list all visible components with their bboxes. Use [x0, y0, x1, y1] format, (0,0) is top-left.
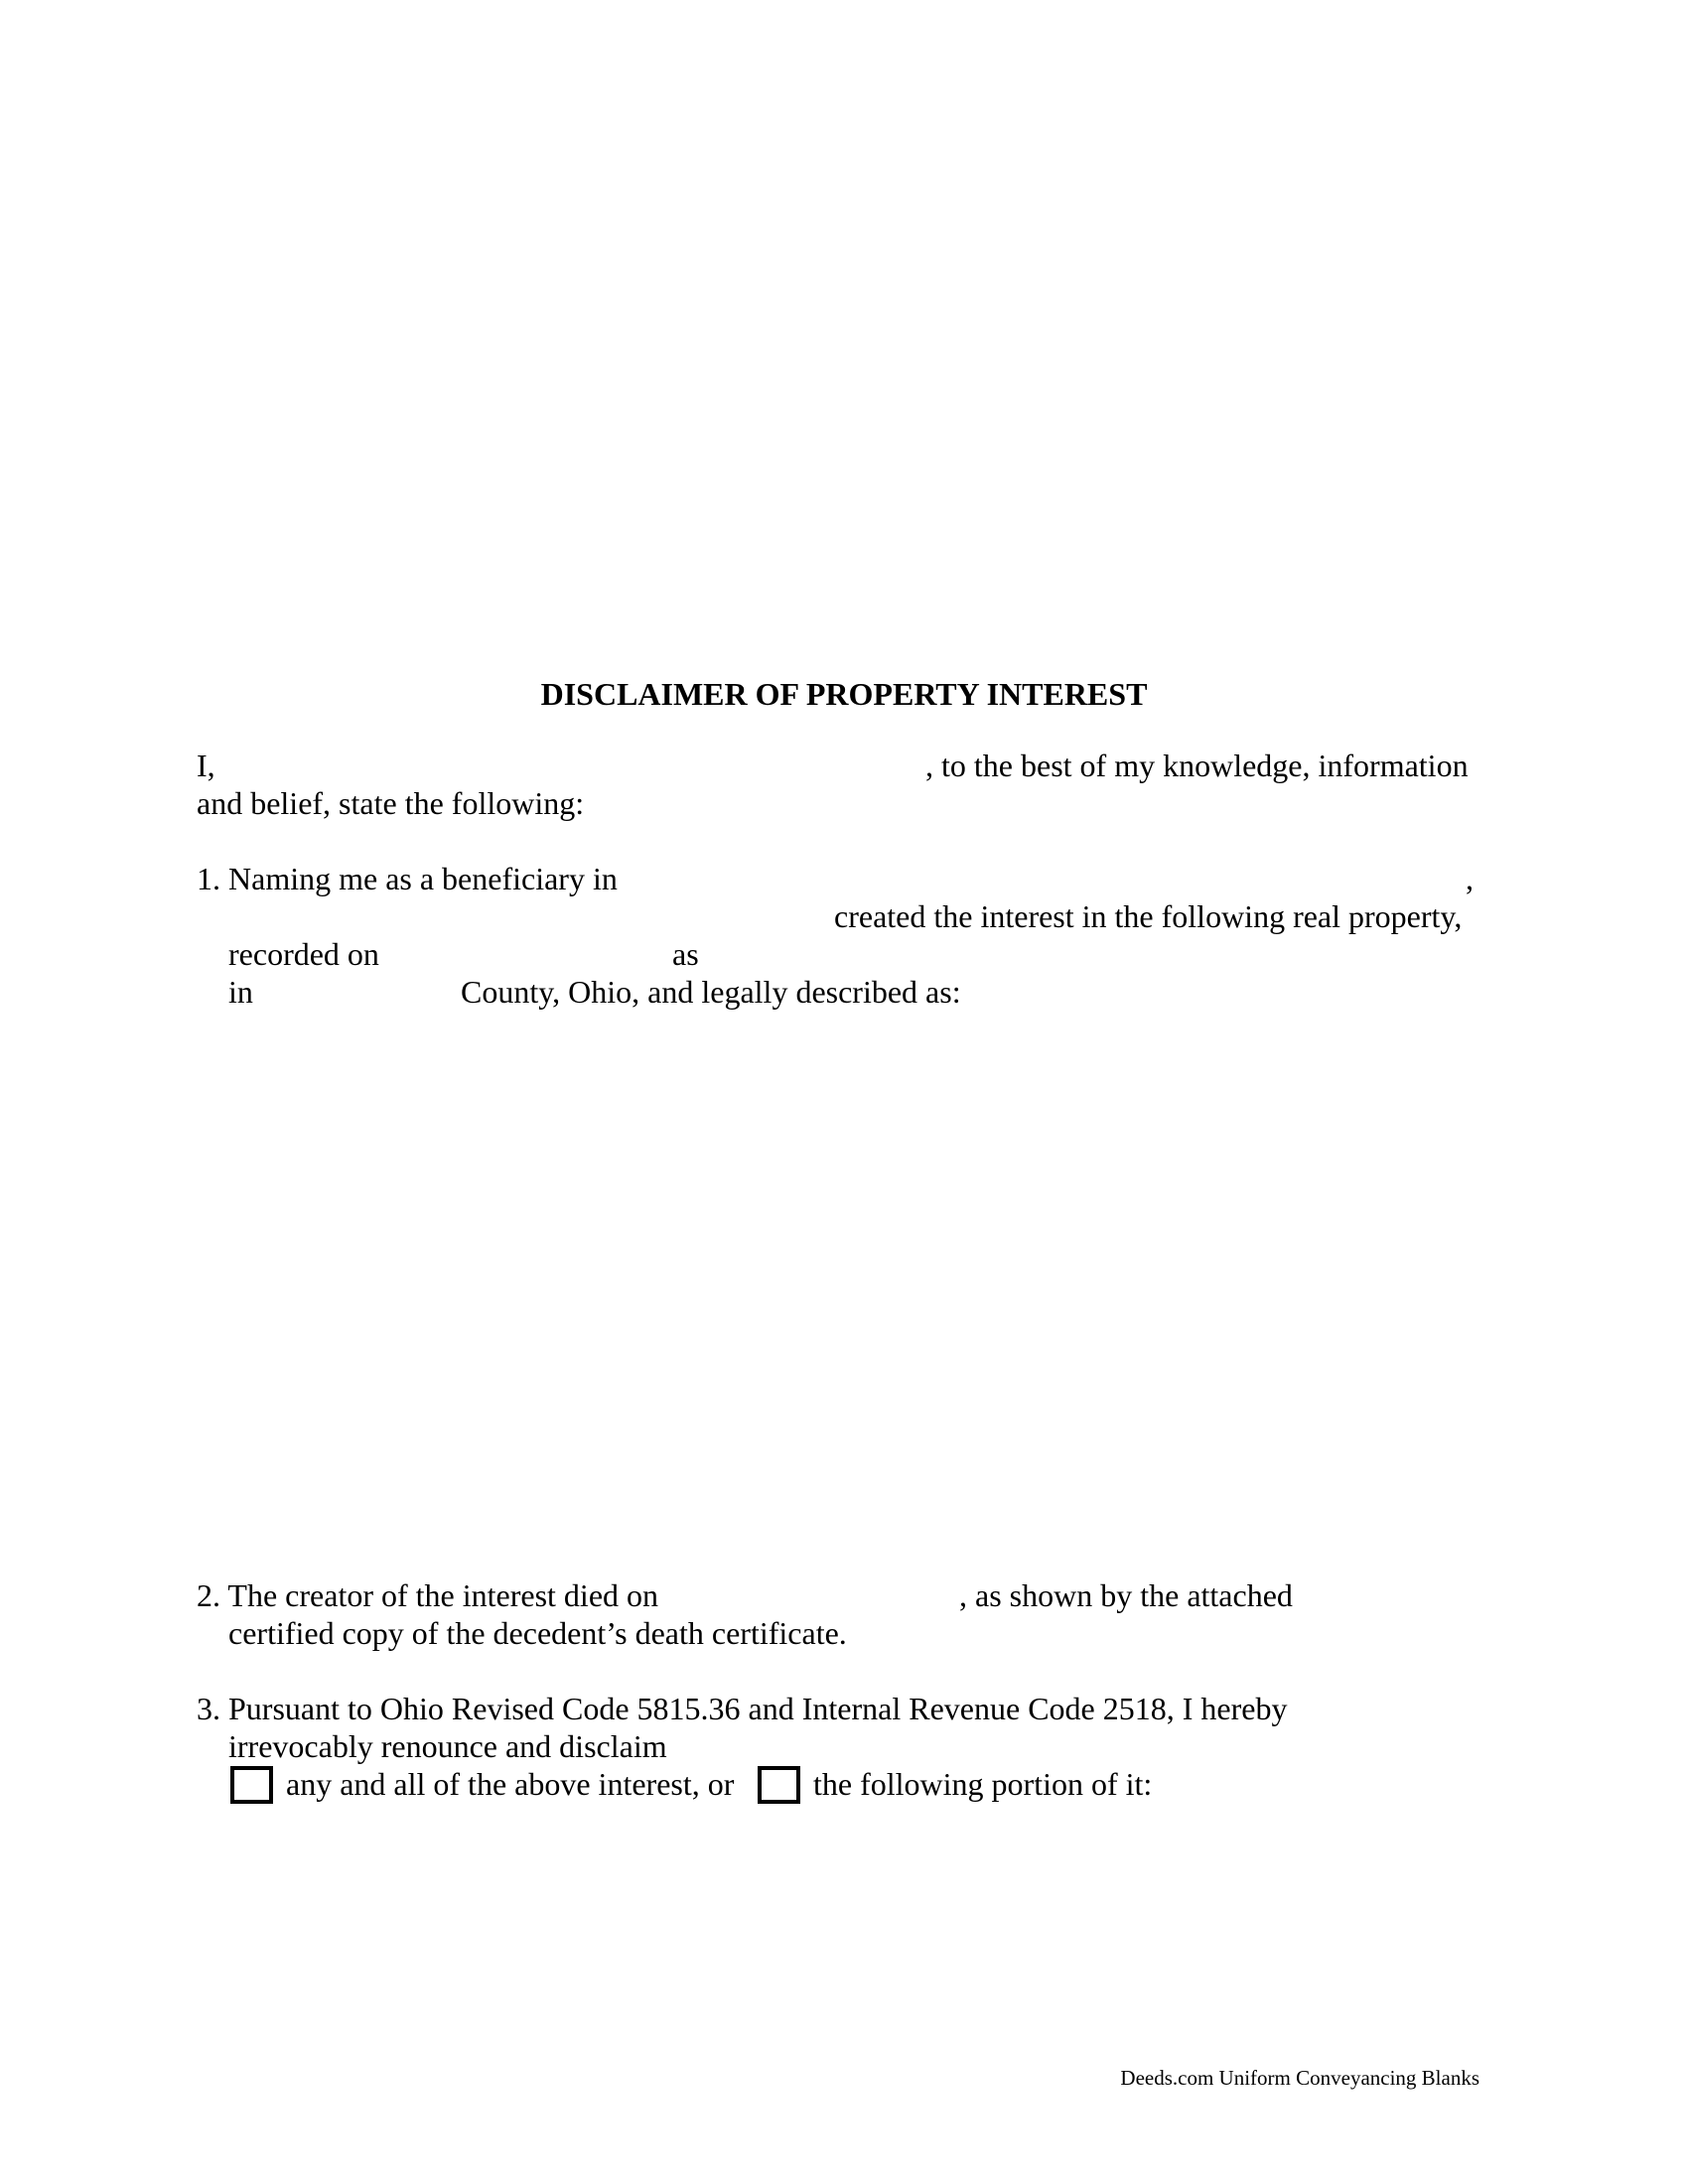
- intro-line2: and belief, state the following:: [197, 785, 585, 821]
- item1-as-label: as: [672, 936, 699, 972]
- item2-line1: 2. The creator of the interest died on: [197, 1577, 659, 1613]
- intro-line1-suffix: , to the best of my knowledge, information: [925, 748, 1469, 783]
- item1-line1-comma: ,: [1466, 861, 1474, 896]
- disclaim-all-checkbox[interactable]: [230, 1766, 273, 1804]
- disclaim-all-label: any and all of the above interest, or: [286, 1766, 735, 1802]
- disclaim-portion-checkbox[interactable]: [758, 1766, 800, 1804]
- item2-line1-suffix: , as shown by the attached: [959, 1577, 1293, 1613]
- item3-line2: irrevocably renounce and disclaim: [228, 1728, 667, 1764]
- item1-recorded-on-label: recorded on: [228, 936, 379, 972]
- item2-line2: certified copy of the decedent’s death certificate.: [228, 1615, 847, 1651]
- intro-prefix: I,: [197, 748, 215, 783]
- disclaim-portion-label: the following portion of it:: [813, 1766, 1153, 1802]
- item1-county-text: County, Ohio, and legally described as:: [461, 974, 961, 1010]
- item1-in-label: in: [228, 974, 253, 1010]
- footer-text: Deeds.com Uniform Conveyancing Blanks: [1120, 2066, 1479, 2090]
- item1-line2: created the interest in the following real property,: [834, 898, 1463, 934]
- item1-line1: 1. Naming me as a beneficiary in: [197, 861, 618, 896]
- item3-line1: 3. Pursuant to Ohio Revised Code 5815.36 and Internal Revenue Code 2518, I hereby: [197, 1691, 1288, 1726]
- document-title: DISCLAIMER OF PROPERTY INTEREST: [540, 676, 1148, 712]
